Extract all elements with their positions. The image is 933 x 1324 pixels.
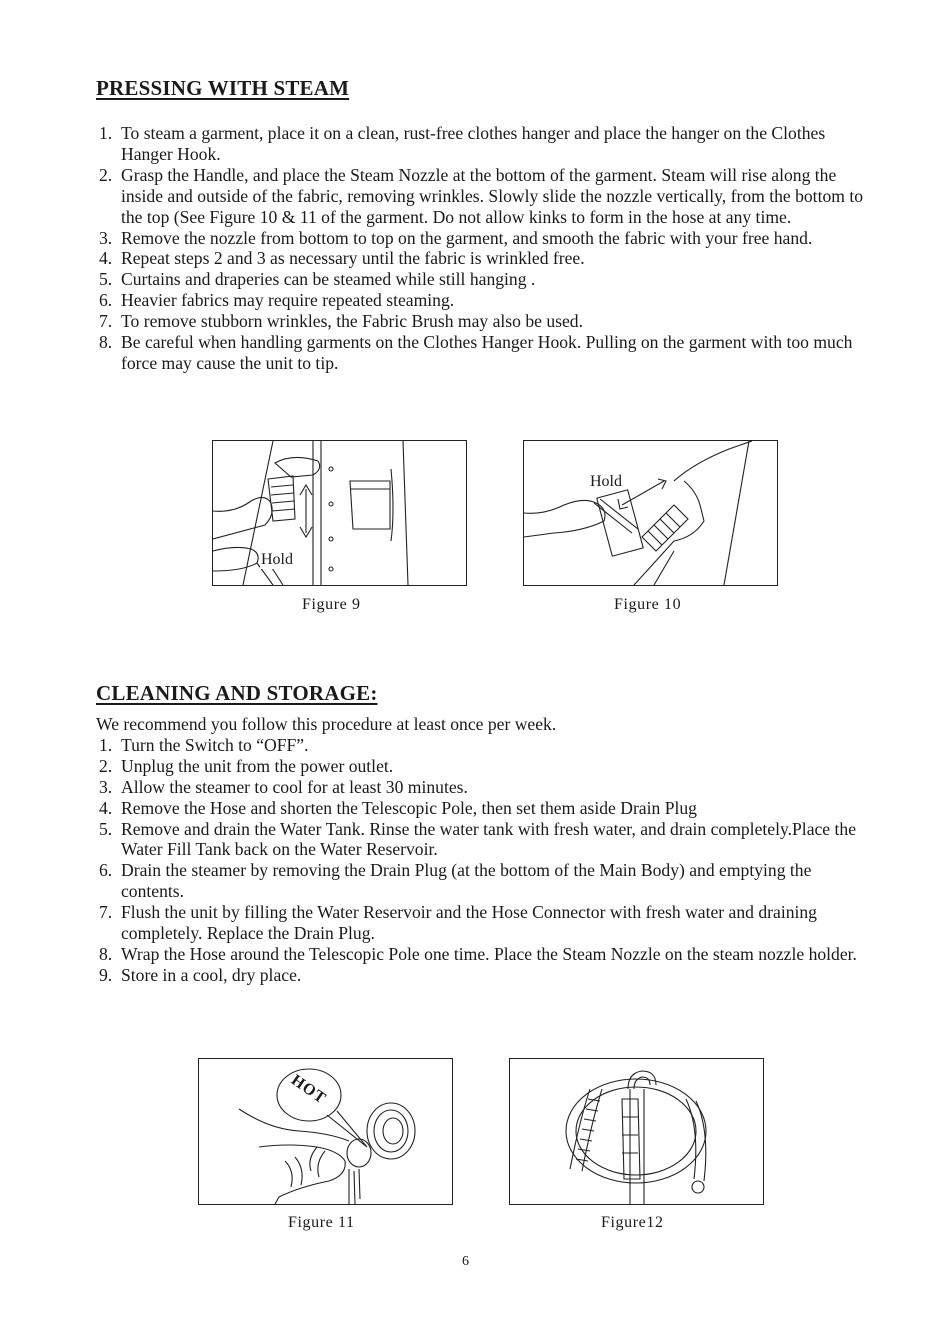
item-text: Unplug the unit from the power outlet.: [121, 755, 394, 776]
item-text: Curtains and draperies can be steamed while still hanging .: [121, 269, 536, 290]
item-text: Store in a cool, dry place.: [121, 964, 302, 985]
list-item: [96, 735, 866, 756]
item-text: Flush the unit by filling the Water Reservoir and the Hose Connector with fresh water and draining completely. Replace the Drain Plug.: [121, 902, 817, 944]
figure-10-illustration: [523, 440, 778, 586]
section-heading-pressing: PRESSING WITH STEAM: [96, 76, 350, 100]
item-text: To remove stubborn wrinkles, the Fabric Brush may also be used.: [121, 311, 583, 332]
figure-10-caption: Figure 10: [614, 596, 682, 613]
cleaning-steps-list: [96, 714, 866, 986]
item-number: 1.: [99, 734, 113, 755]
hold-label: Hold: [261, 551, 293, 568]
list-item: [96, 269, 866, 290]
list-item: [96, 944, 866, 965]
list-item: [96, 965, 866, 986]
figure-12-caption: Figure12: [601, 1214, 664, 1231]
figure-11-illustration: [198, 1058, 453, 1205]
item-number: 5.: [99, 269, 113, 290]
item-text: Repeat steps 2 and 3 as necessary until the fabric is wrinkled free.: [121, 248, 585, 269]
item-number: 1.: [99, 123, 113, 143]
item-text: To steam a garment, place it on a clean, rust-free clothes hanger and place the hanger on the Clothes Hanger Hook.: [121, 123, 826, 164]
section-heading-cleaning: CLEANING AND STORAGE:: [96, 681, 378, 705]
list-item: [96, 756, 866, 777]
item-text: Drain the steamer by removing the Drain Plug (at the bottom of the Main Body) and emptying the contents.: [121, 860, 812, 902]
item-number: 4.: [99, 248, 113, 269]
item-number: 3.: [99, 776, 113, 797]
item-text: Grasp the Handle, and place the Steam Nozzle at the bottom of the garment. Steam will rise along the inside and outside of the fabric, removing wrinkles. Slowly slide the nozzle vertically, from the bottom to the top (See Figure 10 & 11 of the garment. Do not allow kinks to form in the hose at any time.: [121, 164, 864, 227]
item-text: Be careful when handling garments on the Clothes Hanger Hook. Pulling on the garment with too much force may cause the unit to tip.: [121, 332, 853, 373]
item-text: Remove and drain the Water Tank. Rinse the water tank with fresh water, and drain completely.Place the Water Fill Tank back on the Water Reservoir.: [121, 818, 857, 860]
list-item: [96, 819, 866, 861]
figure-9-illustration: [212, 440, 467, 586]
item-number: 4.: [99, 797, 113, 818]
item-number: 7.: [99, 902, 113, 923]
hold-label: Hold: [590, 473, 622, 490]
list-item: [96, 902, 866, 944]
list-item: [96, 311, 866, 332]
pressing-steps-list: [96, 123, 866, 374]
list-item: [96, 290, 866, 311]
list-item: [96, 123, 866, 165]
list-item: [96, 165, 866, 228]
item-text: Wrap the Hose around the Telescopic Pole one time. Place the Steam Nozzle on the steam nozzle holder.: [121, 943, 857, 964]
item-text: Allow the steamer to cool for at least 30 minutes.: [121, 776, 468, 797]
item-number: 8.: [99, 943, 113, 964]
item-number: 8.: [99, 332, 113, 353]
item-text: Remove the Hose and shorten the Telescopic Pole, then set them aside Drain Plug: [121, 797, 697, 818]
item-number: 3.: [99, 227, 113, 248]
page-number: 6: [462, 1254, 469, 1269]
hot-warning-label: HOT: [287, 1071, 330, 1108]
intro-text: We recommend you follow this procedure at least once per week.: [96, 714, 557, 734]
item-number: 6.: [99, 290, 113, 311]
item-number: 6.: [99, 860, 113, 881]
item-text: Heavier fabrics may require repeated steaming.: [121, 290, 455, 311]
item-number: 7.: [99, 311, 113, 332]
list-item: [96, 798, 866, 819]
item-text: Remove the nozzle from bottom to top on the garment, and smooth the fabric with your free hand.: [121, 227, 813, 248]
item-number: 9.: [99, 964, 113, 985]
figure-9-caption: Figure 9: [302, 596, 361, 613]
list-item: [96, 332, 866, 374]
item-text: Turn the Switch to “OFF”.: [121, 734, 309, 755]
item-number: 2.: [99, 755, 113, 776]
item-number: 5.: [99, 818, 113, 839]
list-item: [96, 777, 866, 798]
figure-11-caption: Figure 11: [288, 1214, 355, 1231]
item-number: 2.: [99, 164, 113, 185]
list-item: [96, 228, 866, 249]
figure-12-illustration: [509, 1058, 764, 1205]
list-item: [96, 860, 866, 902]
list-item: [96, 248, 866, 269]
